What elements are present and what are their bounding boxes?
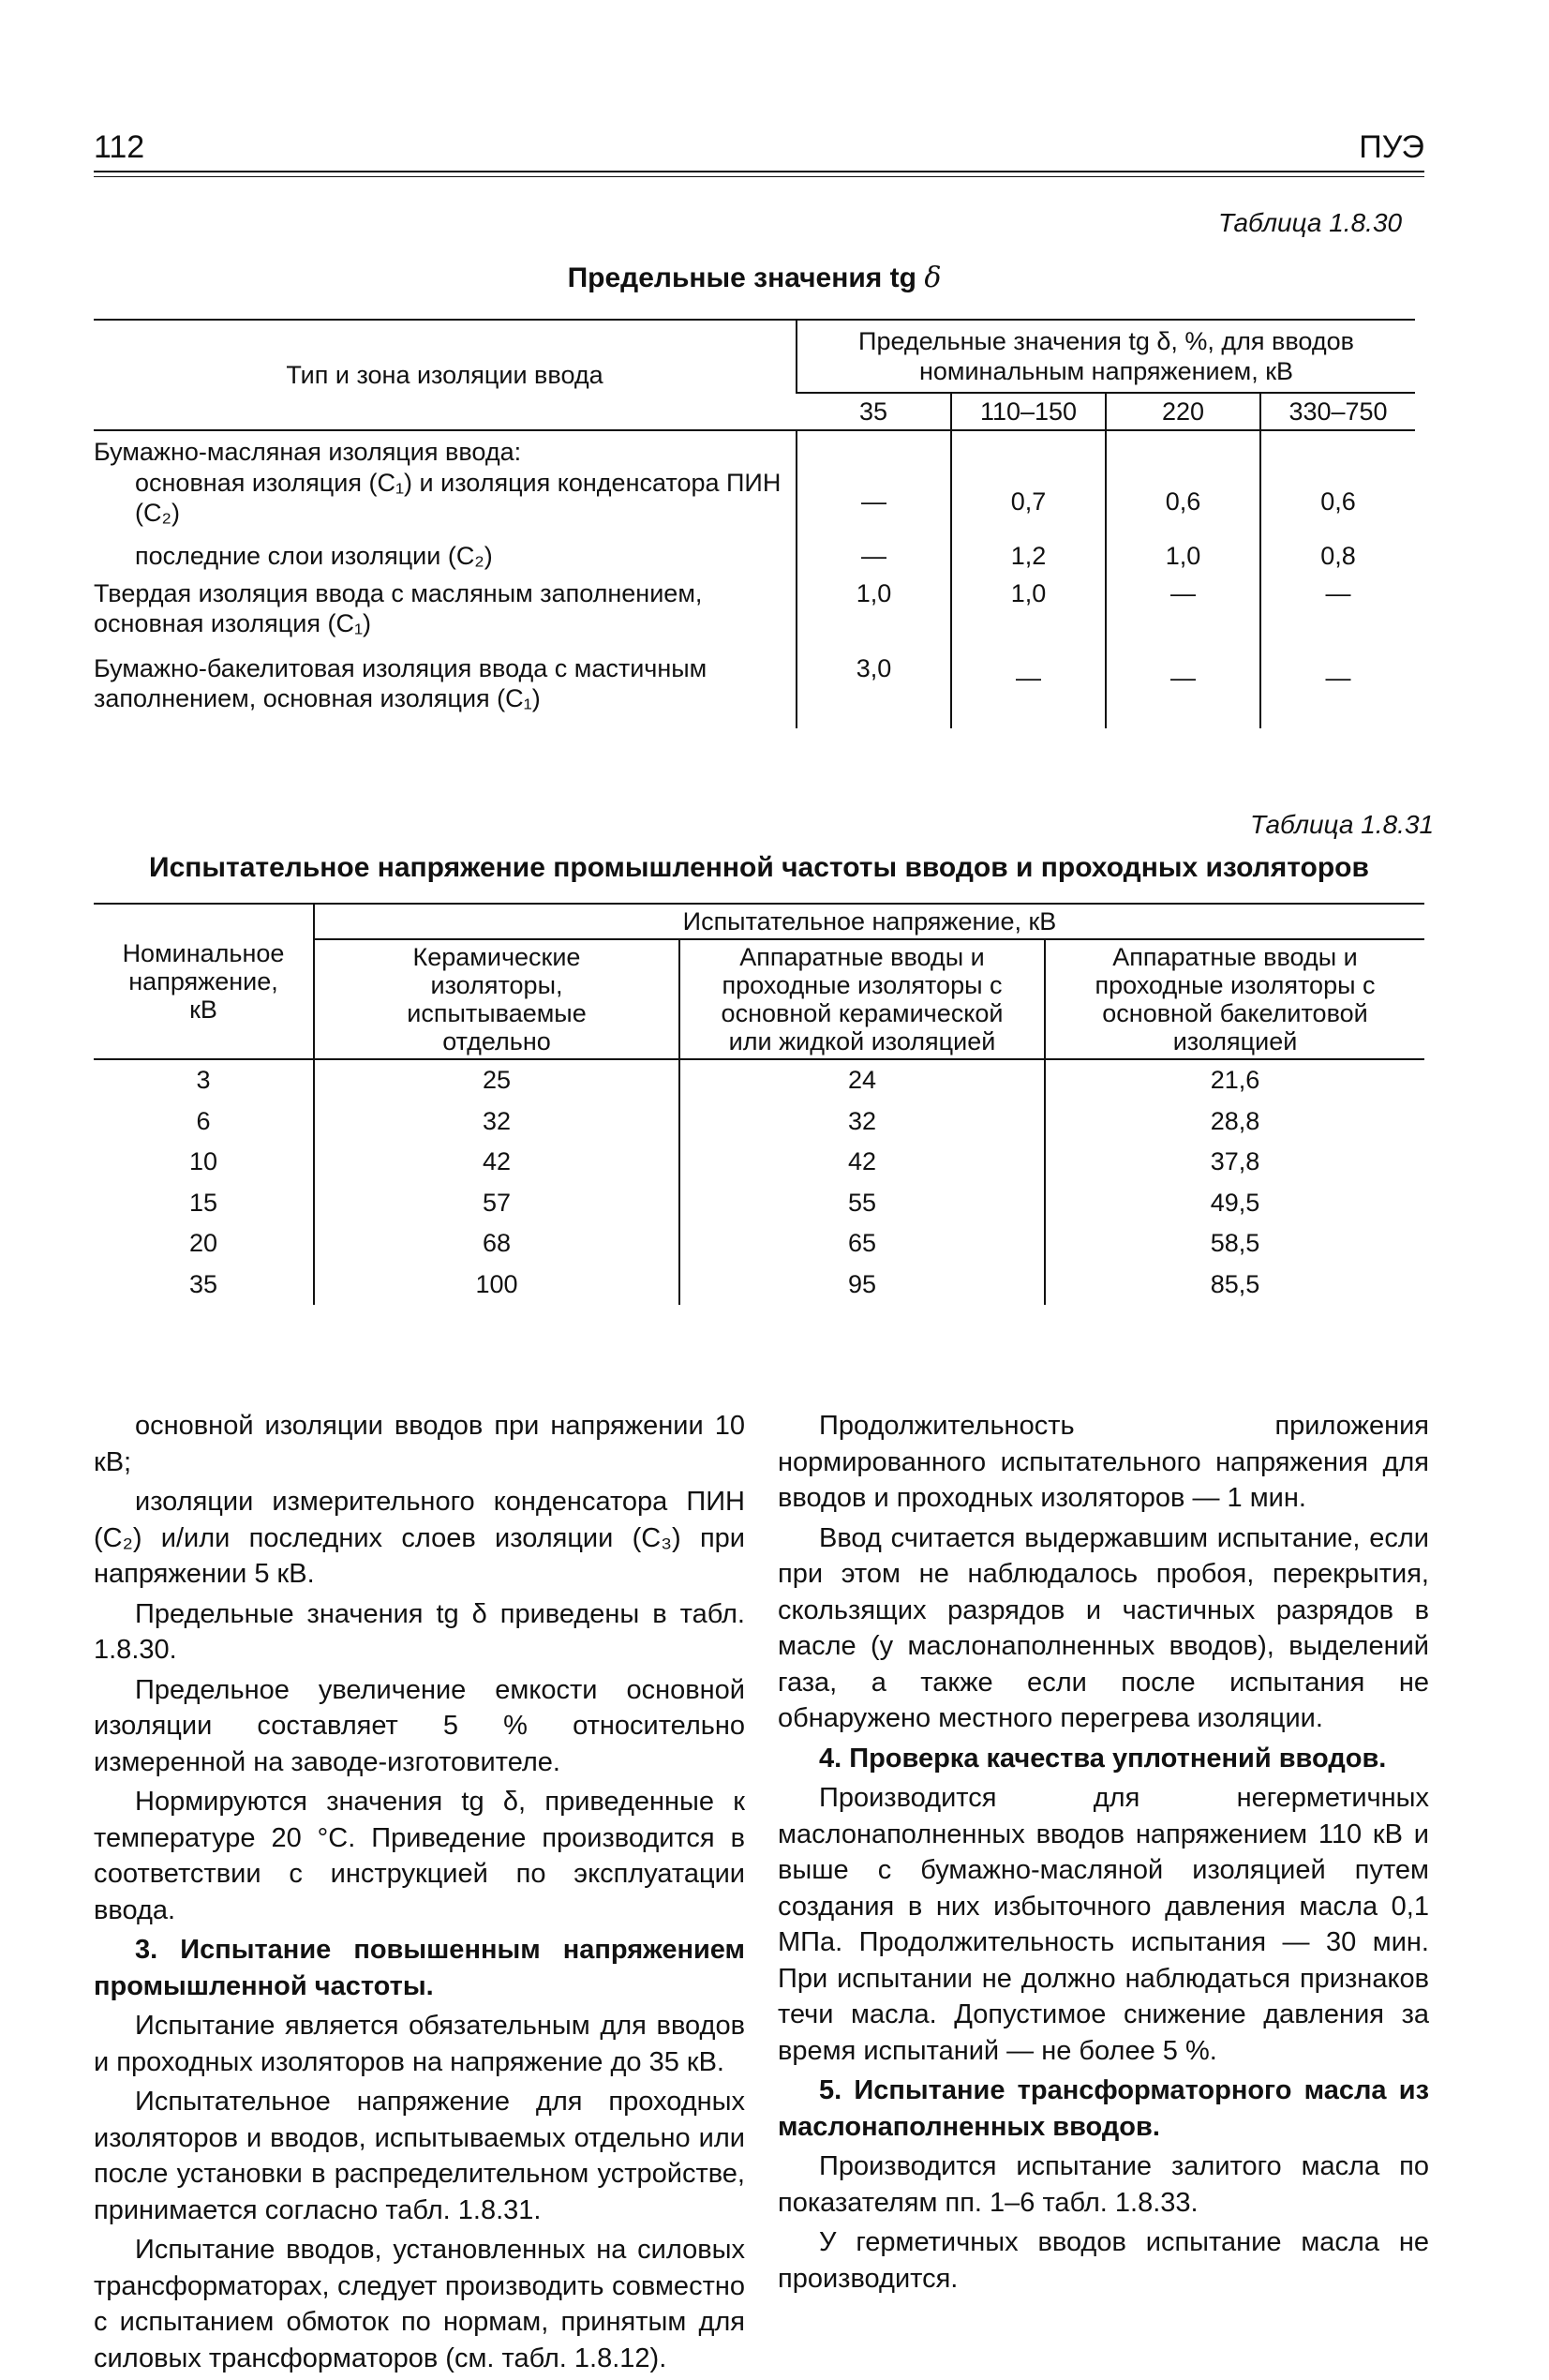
table2-col-nominal: Номинальное напряжение, кВ: [94, 904, 314, 1059]
cell: [951, 430, 1106, 468]
table2-col-group: Испытательное напряжение, кВ: [314, 904, 1424, 939]
cell: 1,0: [1106, 535, 1260, 575]
cell: 21,6: [1045, 1059, 1424, 1101]
row-label: Твердая изоляция ввода с масляным заполнением, основная изоляция (C₁): [94, 579, 703, 637]
paragraph: Производится испытание залитого масла по показателям пп. 1–6 табл. 1.8.33.: [778, 2151, 1429, 2218]
cell: —: [951, 653, 1106, 728]
table1-number: Таблица 1.8.30: [1218, 208, 1403, 237]
cell: 95: [679, 1265, 1045, 1306]
paragraph: Ввод считается выдержавшим испытание, если при этом не наблюдалось пробоя, перекрытия, скользящих разрядов и частичных разрядов в масле (у маслонаполненных вводов), выделений газа, а также если после испытания не обнаружено местного перегрева изоляции.: [778, 1522, 1429, 1733]
table1-voltage: 35: [797, 393, 951, 430]
table1-col-group: Предельные значения tg δ, %, для вводов номинальным напряжением, кВ: [797, 320, 1415, 393]
paragraph: Производится для негерметичных маслонаполненных вводов напряжением 110 кВ и выше с бумажно-масляной изоляцией путем создания в них избыточного давления масла 0,1 МПа. Продолжительность испытания — 30 мин. При испытании не должно наблюдаться признаков течи масла. Допустимое снижение давления за время испытаний — не более 5 %.: [778, 1783, 1429, 2066]
paragraph: Предельные значения tg δ приведены в табл. 1.8.30.: [94, 1598, 745, 1665]
cell: 1,0: [797, 575, 951, 653]
cell: 35: [188, 1269, 218, 1298]
cell: 55: [679, 1183, 1045, 1224]
page-number: 112: [94, 129, 145, 165]
header-rule: [94, 171, 1424, 172]
table2-number: Таблица 1.8.31: [1250, 810, 1435, 839]
cell: 65: [679, 1223, 1045, 1265]
cell: 42: [679, 1142, 1045, 1183]
cell: 32: [314, 1101, 679, 1143]
paragraph: Испытание является обязательным для вводов и проходных изоляторов на напряжение до 35 кВ.: [94, 2011, 745, 2077]
cell: 1,0: [951, 575, 1106, 653]
cell: —: [797, 468, 951, 535]
row-label: последние слои изоляции (C₂): [135, 542, 493, 570]
table1: [94, 319, 1415, 728]
cell: 1,2: [951, 535, 1106, 575]
table2-col-app-bakelite: Аппаратные вводы и проходные изоляторы с основной бакелитовой изоляцией: [1045, 939, 1424, 1059]
paragraph: изоляции измерительного конденсатора ПИН (C₂) и/или последних слоев изоляции (C₃) при напряжении 5 кВ.: [94, 1487, 745, 1589]
cell: 0,7: [951, 468, 1106, 535]
cell: 37,8: [1045, 1142, 1424, 1183]
cell: —: [1106, 575, 1260, 653]
cell: 42: [314, 1142, 679, 1183]
section-heading: 5. Испытание трансформаторного масла из маслонаполненных вводов.: [778, 2075, 1429, 2142]
cell: 0,6: [1260, 468, 1415, 535]
cell: 28,8: [1045, 1101, 1424, 1143]
cell: 0,8: [1260, 535, 1415, 575]
table1-title: Предельные значения tg δ: [567, 262, 942, 294]
section-heading: 3. Испытание повышенным напряжением промышленной частоты.: [94, 1935, 745, 2001]
table2-col-app-ceramic: Аппаратные вводы и проходные изоляторы с основной керамической или жидкой изоляцией: [679, 939, 1045, 1059]
text-column-right: [778, 1408, 1429, 2300]
paragraph: Продолжительность приложения нормированного испытательного напряжения для вводов и проходных изоляторов — 1 мин.: [778, 1411, 1429, 1513]
cell: 68: [314, 1223, 679, 1265]
cell: —: [1260, 575, 1415, 653]
table2-col-ceramic: Керамические изоляторы, испытываемые отдельно: [314, 939, 679, 1059]
table-row: [94, 1059, 1424, 1101]
cell: 49,5: [1045, 1183, 1424, 1224]
cell: [797, 430, 951, 468]
cell: [1106, 430, 1260, 468]
cell: 3,0: [797, 653, 951, 728]
cell: 85,5: [1045, 1265, 1424, 1306]
table2: [94, 903, 1424, 1305]
cell: 58,5: [1045, 1223, 1424, 1265]
cell: 6: [196, 1106, 211, 1135]
table1-voltage: 110–150: [951, 393, 1106, 430]
row-label: Бумажно-масляная изоляция ввода:: [94, 438, 522, 466]
row-label: Бумажно-бакелитовая изоляция ввода с мастичным заполнением, основная изоляция (C₁): [94, 654, 707, 712]
cell: —: [1260, 653, 1415, 728]
table1-voltage: 220: [1106, 393, 1260, 430]
cell: 0,6: [1106, 468, 1260, 535]
table-row: [94, 468, 1415, 535]
paragraph: Нормируются значения tg δ, приведенные к температуре 20 °С. Приведение производится в соответствии с инструкцией по эксплуатации ввода.: [94, 1787, 745, 1925]
paragraph: Предельное увеличение емкости основной изоляции составляет 5 % относительно измеренной на заводе-изготовителе.: [94, 1674, 745, 1777]
cell: 32: [679, 1101, 1045, 1143]
table-row: [94, 535, 1415, 575]
cell: 10: [188, 1147, 218, 1175]
cell: 100: [314, 1265, 679, 1306]
text-column-left: [94, 1408, 745, 2380]
book-title: ПУЭ: [1359, 129, 1424, 165]
table-row: [94, 430, 1415, 468]
paragraph: основной изоляции вводов при напряжении 10 кВ;: [94, 1411, 745, 1477]
table-row: [94, 653, 1415, 728]
cell: 57: [314, 1183, 679, 1224]
paragraph: У герметичных вводов испытание масла не производится.: [778, 2227, 1429, 2294]
paragraph: Испытание вводов, установленных на силовых трансформаторах, следует производить совместно с испытанием обмоток по нормам, принятым для силовых трансформаторов (см. табл. 1.8.12).: [94, 2235, 745, 2373]
paragraph: Испытательное напряжение для проходных изоляторов и вводов, испытываемых отдельно или после установки в распределительном устройстве, принимается согласно табл. 1.8.31.: [94, 2087, 745, 2225]
cell: —: [1106, 653, 1260, 728]
cell: 15: [188, 1188, 218, 1217]
table-row: [94, 1223, 1424, 1265]
cell: —: [797, 535, 951, 575]
table-row: [94, 1142, 1424, 1183]
table-row: [94, 575, 1415, 653]
running-header: [94, 129, 1424, 174]
cell: 24: [679, 1059, 1045, 1101]
table2-title: Испытательное напряжение промышленной частоты вводов и проходных изоляторов: [149, 852, 1369, 883]
header-rule-thin: [94, 176, 1424, 177]
table-row: [94, 1183, 1424, 1224]
table1-col-type: Тип и зона изоляции ввода: [94, 320, 797, 430]
table1-voltage: 330–750: [1260, 393, 1415, 430]
cell: 20: [188, 1229, 218, 1257]
cell: [1260, 430, 1415, 468]
cell: 3: [196, 1066, 211, 1094]
cell: 25: [314, 1059, 679, 1101]
section-heading: 4. Проверка качества уплотнений вводов.: [819, 1743, 1387, 1774]
table-row: [94, 1265, 1424, 1306]
table-row: [94, 1101, 1424, 1143]
row-label: основная изоляция (C₁) и изоляция конденсатора ПИН (C₂): [135, 469, 782, 527]
